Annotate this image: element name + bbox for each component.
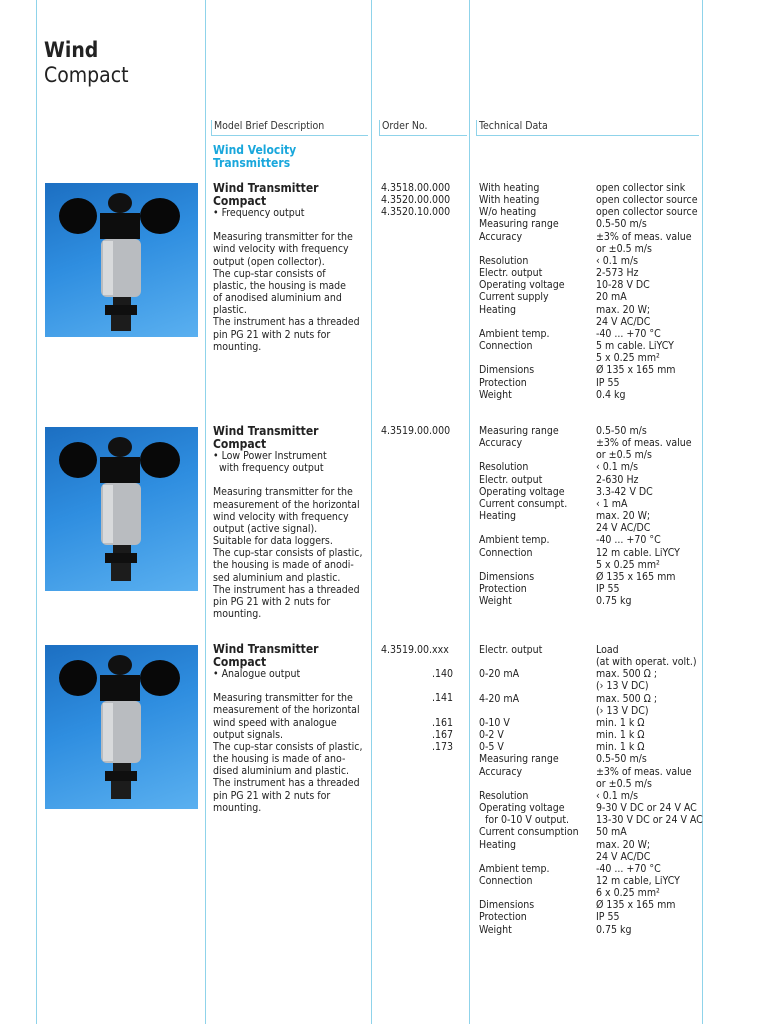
guide-line-4	[469, 0, 470, 1024]
guide-line-2	[205, 0, 206, 1024]
page-title: Wind	[44, 38, 99, 62]
order-numbers-1: 4.3518.00.000 4.3520.00.000 4.3520.10.000	[381, 182, 451, 219]
page-subtitle: Compact	[44, 63, 129, 87]
spec-keys-1: With heating With heating W/o heating Measuring range Accuracy Resolution Electr. output Operating voltage Current supply Heating Ambient temp. Connection Dimensions Protection Weight	[479, 182, 565, 401]
order-suffix-167: .167	[431, 729, 453, 741]
product-photo-3	[45, 645, 198, 809]
section-title: Wind Velocity Transmitters	[213, 143, 297, 170]
spec-keys-3: Electr. output 0-20 mA 4-20 mA 0-10 V 0-2 V 0-5 V Measuring range Accuracy Resolution Operating voltage for 0-10 V output. Current consumption Heating Ambient temp. Connection Dimensions Protection Weight	[479, 644, 579, 936]
guide-line-1	[36, 0, 37, 1024]
order-suffix-173: .173	[431, 741, 453, 753]
product-photo-1	[45, 183, 198, 337]
order-numbers-3: 4.3519.00.xxx	[381, 644, 449, 656]
column-header-description: Model Brief Description	[211, 120, 368, 136]
product-description-3: • Analogue output Measuring transmitter for the measurement of the horizontal wind speed with analogue output signals. The cup-star consists of plastic, the housing is made of ano- dised aluminium and plastic. The instrument has a threaded pin PG 21 with 2 nuts for mounting.	[213, 668, 363, 814]
spec-values-2: 0.5-50 m/s ±3% of meas. value or ±0.5 m/s ‹ 0.1 m/s 2-630 Hz 3.3-42 V DC ‹ 1 mA max. 20 W; 24 V AC/DC -40 ... +70 °C 12 m cable. LiYCY 5 x 0.25 mm² Ø 135 x 165 mm IP 55 0.75 kg	[596, 425, 692, 608]
product-description-1: • Frequency output Measuring transmitter for the wind velocity with frequency output (open collector). The cup-star consists of plastic, the housing is made of anodised aluminium and plastic. The instrument has a threaded pin PG 21 with 2 nuts for mounting.	[213, 207, 360, 353]
product-title-1: Wind Transmitter Compact	[213, 181, 319, 208]
anemometer-image	[45, 427, 198, 591]
product-description-2: • Low Power Instrument with frequency output Measuring transmitter for the measurement of the horizontal wind velocity with frequency output (active signal). Suitable for data loggers. The cup-star consists of plastic, the housing is made of anodi- sed aluminium and plastic. The instrument has a threaded pin PG 21 with 2 nuts for mounting.	[213, 450, 363, 621]
product-title-3: Wind Transmitter Compact	[213, 642, 319, 669]
spec-values-3: Load (at with operat. volt.) max. 500 Ω ; (› 13 V DC) max. 500 Ω ; (› 13 V DC) min. 1 k Ω min. 1 k Ω min. 1 k Ω 0.5-50 m/s ±3% of meas. value or ±0.5 m/s ‹ 0.1 m/s 9-30 V DC or 24 V AC 13-30 V DC or 24 V AC 50 mA max. 20 W; 24 V AC/DC -40 ... +70 °C 12 m cable, LiYCY 6 x 0.25 mm² Ø 135 x 165 mm IP 55 0.75 kg	[596, 644, 703, 936]
product-title-2: Wind Transmitter Compact	[213, 424, 319, 451]
order-numbers-2: 4.3519.00.000	[381, 425, 451, 437]
column-header-order: Order No.	[379, 120, 467, 136]
order-suffix-161: .161	[431, 717, 453, 729]
spec-keys-2: Measuring range Accuracy Resolution Electr. output Operating voltage Current consumpt. Heating Ambient temp. Connection Dimensions Protection Weight	[479, 425, 568, 608]
anemometer-image	[45, 645, 198, 809]
column-header-technical: Technical Data	[476, 120, 699, 136]
order-suffix-141: .141	[431, 692, 453, 704]
order-suffix-140: .140	[431, 668, 453, 680]
spec-values-1: open collector sink open collector source open collector source 0.5-50 m/s ±3% of meas. value or ±0.5 m/s ‹ 0.1 m/s 2-573 Hz 10-28 V DC 20 mA max. 20 W; 24 V AC/DC -40 ... +70 °C 5 m cable. LiYCY 5 x 0.25 mm² Ø 135 x 165 mm IP 55 0.4 kg	[596, 182, 698, 401]
guide-line-3	[371, 0, 372, 1024]
anemometer-image	[45, 183, 198, 337]
product-photo-2	[45, 427, 198, 591]
